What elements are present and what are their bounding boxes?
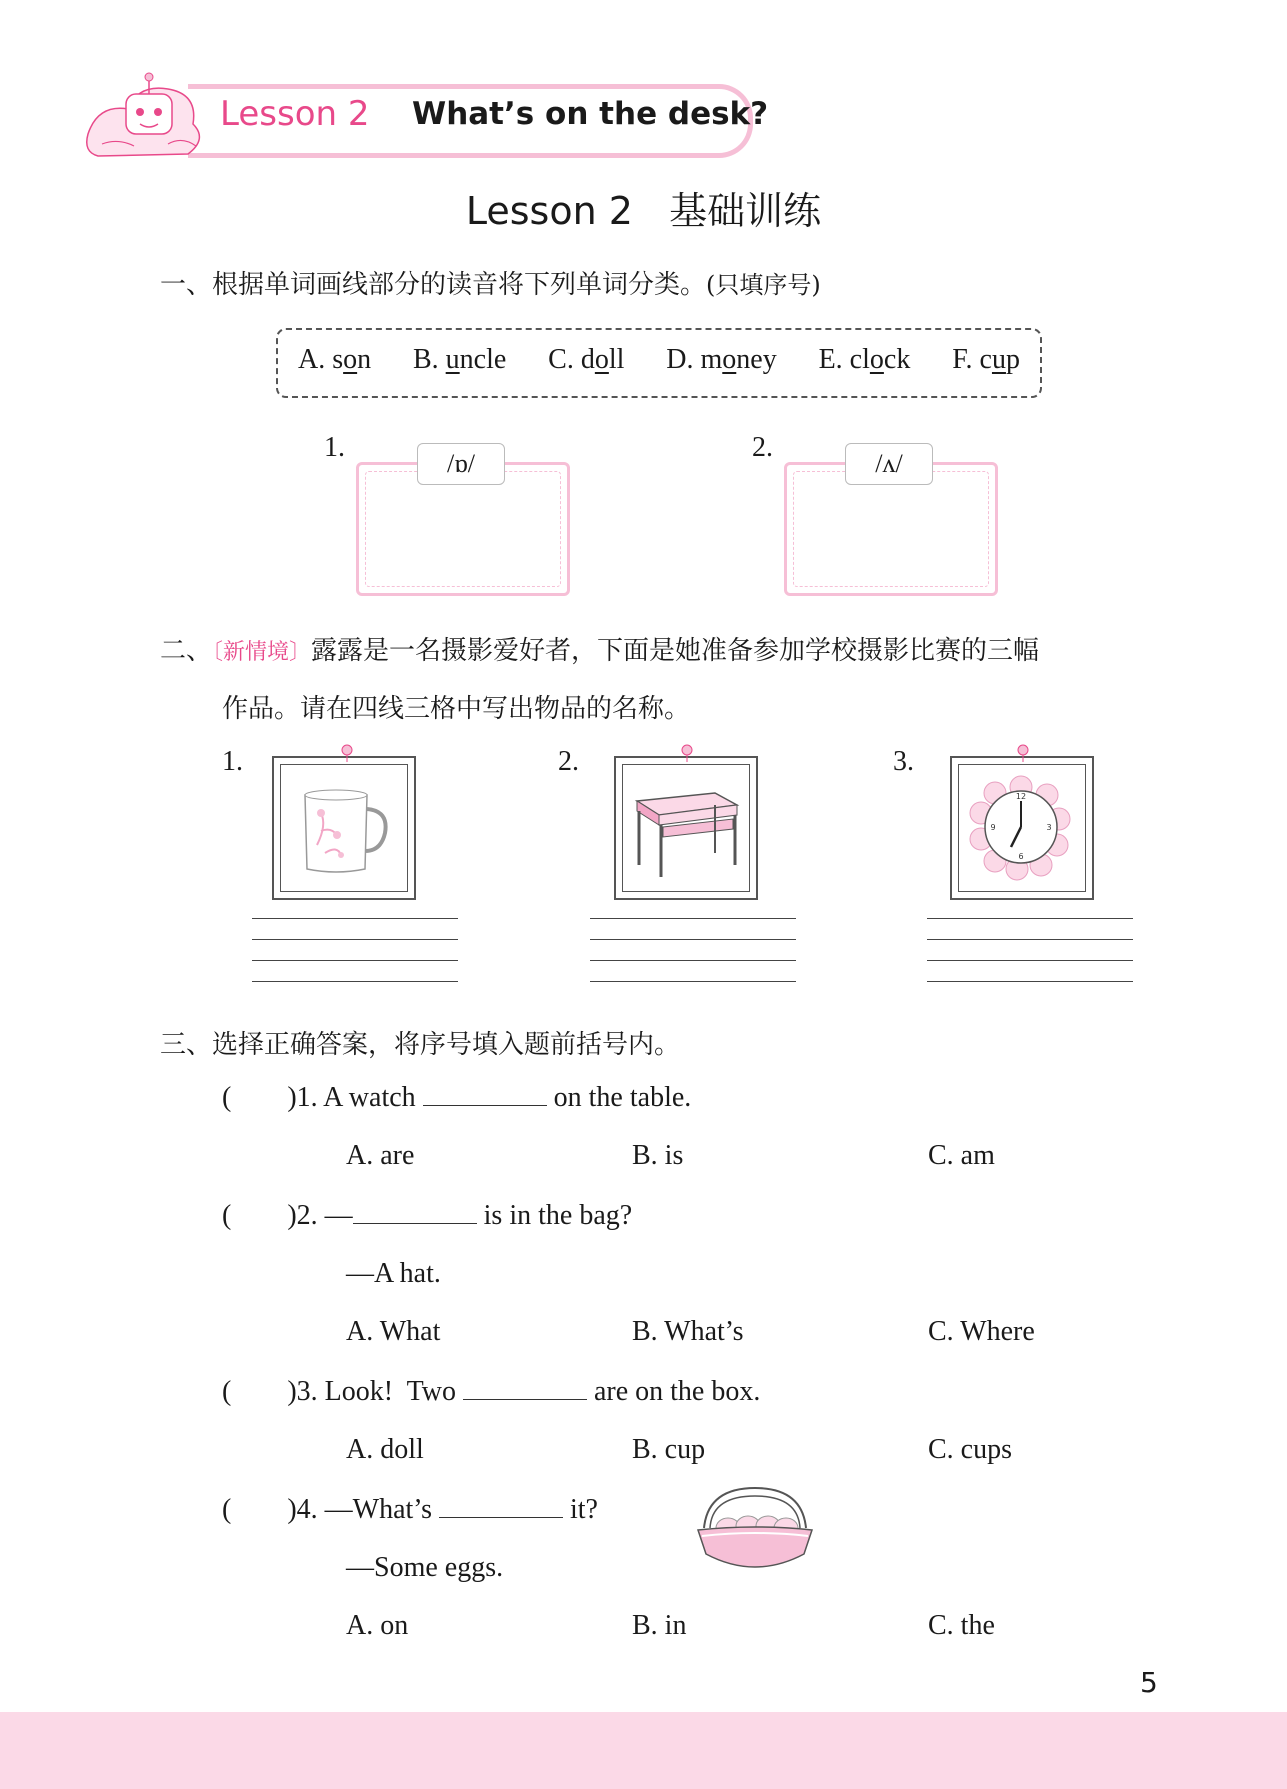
page-title: Lesson 2 基础训练 xyxy=(465,189,822,233)
section2-heading-line1: 露露是一名摄影爱好者，下面是她准备参加学校摄影比赛的三幅 xyxy=(311,636,1040,666)
option-c: C. cups xyxy=(928,1434,1012,1465)
section1-heading-text: 一、根据单词画线部分的读音将下列单词分类。 xyxy=(160,270,707,300)
answer-blank xyxy=(439,1495,563,1518)
option-a: A. doll xyxy=(346,1434,424,1465)
answer-paren[interactable]: ( ) xyxy=(222,1376,297,1407)
option-a: A. on xyxy=(346,1610,409,1641)
egg-basket-icon xyxy=(692,1484,818,1580)
photo-number: 1. xyxy=(222,746,243,777)
option-c: C. the xyxy=(928,1610,995,1641)
pin-icon xyxy=(680,744,694,762)
writing-lines[interactable] xyxy=(252,918,458,982)
section1-note: (只填序号) xyxy=(706,271,821,299)
new-context-tag: 〔新情境〕 xyxy=(212,640,312,665)
option-a: A. What xyxy=(346,1316,441,1347)
clock-icon xyxy=(959,765,1083,889)
question-2-answer-line: —A hat. xyxy=(346,1258,441,1289)
option-a: A. are xyxy=(346,1140,415,1171)
pin-icon xyxy=(1016,744,1030,762)
svg-text:12: 12 xyxy=(1015,792,1027,801)
option-b: B. in xyxy=(632,1610,687,1641)
word-list xyxy=(298,344,1020,376)
page-number: 5 xyxy=(1140,1666,1158,1699)
writing-lines[interactable] xyxy=(590,918,796,982)
photo-frame xyxy=(272,756,416,900)
card-number: 2. xyxy=(752,432,773,463)
word-item: F. cup xyxy=(952,344,1020,375)
lesson-label: Lesson 2 xyxy=(220,94,370,134)
desk-icon xyxy=(623,765,747,889)
word-item: C. doll xyxy=(548,344,625,375)
option-b: B. cup xyxy=(632,1434,706,1465)
pin-icon xyxy=(340,744,354,762)
card-number: 1. xyxy=(324,432,345,463)
cup-icon xyxy=(281,765,405,889)
svg-text:3: 3 xyxy=(1046,823,1052,832)
photo-frame xyxy=(950,756,1094,900)
answer-box[interactable] xyxy=(356,449,570,596)
photo-number: 3. xyxy=(893,746,914,777)
answer-blank xyxy=(463,1377,587,1400)
word-item: B. uncle xyxy=(412,344,507,375)
section2-heading xyxy=(160,630,1039,667)
word-item: E. clock xyxy=(818,344,911,375)
word-item: D. money xyxy=(666,344,777,375)
option-b: B. What’s xyxy=(632,1316,744,1347)
photo-number: 2. xyxy=(558,746,579,777)
question-4-answer-line: —Some eggs. xyxy=(346,1552,504,1583)
answer-box[interactable] xyxy=(784,449,998,596)
footer-band xyxy=(0,1712,1287,1789)
section1-heading xyxy=(160,264,821,301)
section3-heading: 三、选择正确答案，将序号填入题前括号内。 xyxy=(160,1030,681,1060)
question-2: ( )2. — is in the bag? xyxy=(222,1200,633,1231)
photo-frame xyxy=(614,756,758,900)
svg-text:6: 6 xyxy=(1018,852,1024,861)
lesson-title: What’s on the desk? xyxy=(412,96,769,132)
answer-paren[interactable]: ( ) xyxy=(222,1494,297,1525)
answer-paren[interactable]: ( ) xyxy=(222,1200,297,1231)
word-item: A. son xyxy=(298,344,372,375)
option-b: B. is xyxy=(632,1140,684,1171)
robot-mascot-icon xyxy=(78,64,228,164)
header-banner xyxy=(78,76,778,160)
option-c: C. am xyxy=(928,1140,995,1171)
section2-heading-line2: 作品。请在四线三格中写出物品的名称。 xyxy=(222,694,691,724)
question-1: ( )1. A watch on the table. xyxy=(222,1082,692,1113)
section2-prefix: 二、 xyxy=(160,636,213,666)
option-c: C. Where xyxy=(928,1316,1035,1347)
writing-lines[interactable] xyxy=(927,918,1133,982)
word-box xyxy=(276,328,1042,398)
answer-blank xyxy=(423,1083,547,1106)
answer-paren[interactable]: ( ) xyxy=(222,1082,297,1113)
question-3: ( )3. Look! Two are on the box. xyxy=(222,1376,761,1407)
answer-blank xyxy=(353,1201,477,1224)
phonetic-tag: /ʌ/ xyxy=(845,443,933,485)
svg-text:9: 9 xyxy=(990,823,996,832)
question-4: ( )4. —What’s it? xyxy=(222,1494,598,1525)
phonetic-tag: /ɒ/ xyxy=(417,443,505,485)
